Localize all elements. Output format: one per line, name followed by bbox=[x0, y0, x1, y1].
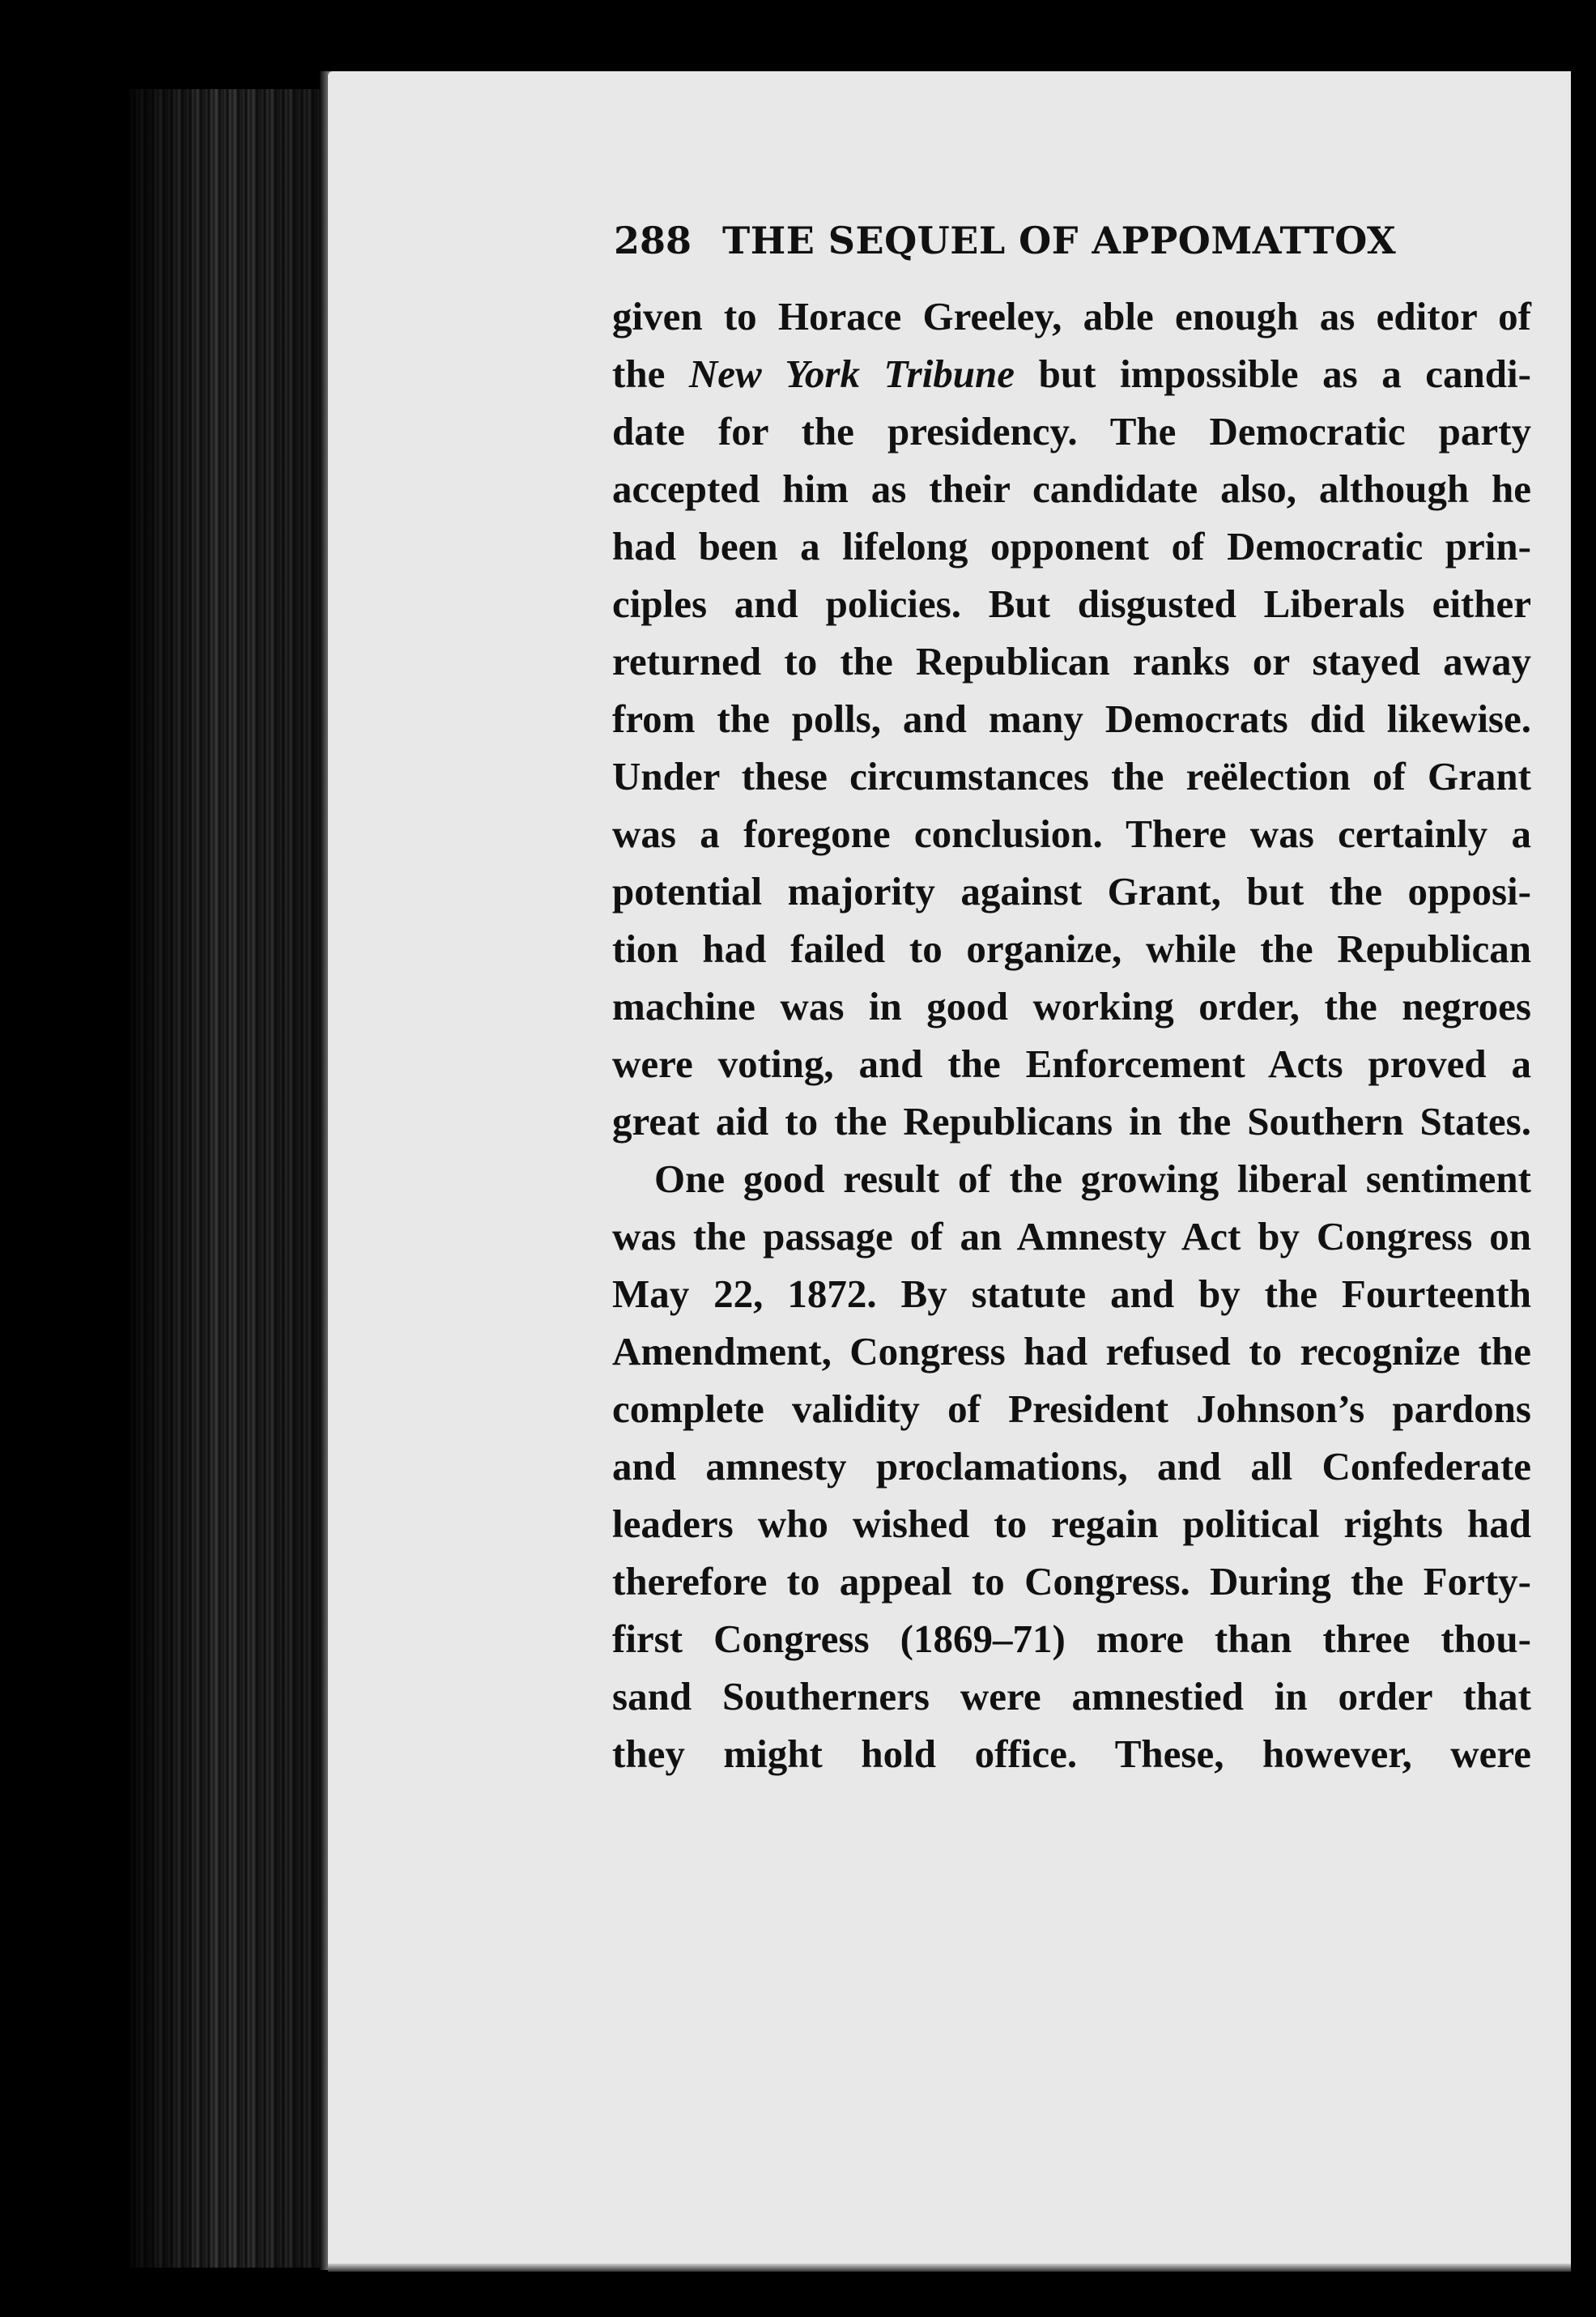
page-bottom-edge bbox=[328, 2264, 1571, 2272]
spine-shadow bbox=[130, 89, 332, 2268]
text-line: accepted him as their candidate also, although he bbox=[612, 466, 1531, 511]
text-line: first Congress (1869–71) more than three thou- bbox=[612, 1616, 1531, 1661]
running-header bbox=[614, 219, 1541, 275]
text-line: had been a lifelong opponent of Democratic prin- bbox=[612, 524, 1531, 569]
text-line: leaders who wished to regain political rights had bbox=[612, 1501, 1531, 1546]
text-line: great aid to the Republicans in the Southern States. bbox=[612, 1099, 1531, 1144]
text-segment: the bbox=[612, 351, 689, 396]
text-line: sand Southerners were amnestied in order that bbox=[612, 1674, 1531, 1719]
text-segment: but impossible as a candi- bbox=[1015, 351, 1531, 396]
text-line: were voting, and the Enforcement Acts proved a bbox=[612, 1041, 1531, 1086]
page-number: 288 bbox=[614, 219, 692, 262]
text-line: given to Horace Greeley, able enough as editor of bbox=[612, 294, 1531, 339]
text-line: date for the presidency. The Democratic party bbox=[612, 409, 1531, 454]
text-line: ciples and policies. But disgusted Liberals either bbox=[612, 581, 1531, 626]
text-line: was the passage of an Amnesty Act by Congress on bbox=[612, 1214, 1531, 1259]
text-line: One good result of the growing liberal sentiment bbox=[654, 1156, 1531, 1201]
text-line: was a foregone conclusion. There was certainly a bbox=[612, 811, 1531, 856]
text-line: tion had failed to organize, while the Republican bbox=[612, 926, 1531, 971]
text-line: returned to the Republican ranks or stayed away bbox=[612, 639, 1531, 684]
text-line: May 22, 1872. By statute and by the Fourteenth bbox=[612, 1271, 1531, 1316]
text-line: Amendment, Congress had refused to recognize the bbox=[612, 1329, 1531, 1374]
text-line: therefore to appeal to Congress. During the Forty- bbox=[612, 1559, 1531, 1604]
text-line: Under these circumstances the reëlection of Grant bbox=[612, 754, 1531, 799]
running-title: THE SEQUEL OF APPOMATTOX bbox=[722, 219, 1397, 262]
text-line: complete validity of President Johnson’s pardons bbox=[612, 1386, 1531, 1431]
newspaper-title: New York Tribune bbox=[688, 351, 1015, 396]
text-line bbox=[612, 345, 1531, 402]
body-text bbox=[612, 287, 1531, 1782]
text-line: and amnesty proclamations, and all Confederate bbox=[612, 1444, 1531, 1489]
text-line: from the polls, and many Democrats did likewise. bbox=[612, 696, 1531, 741]
text-line: they might hold office. These, however, were bbox=[612, 1731, 1531, 1776]
text-line: machine was in good working order, the negroes bbox=[612, 984, 1531, 1029]
text-line: potential majority against Grant, but the opposi- bbox=[612, 869, 1531, 914]
